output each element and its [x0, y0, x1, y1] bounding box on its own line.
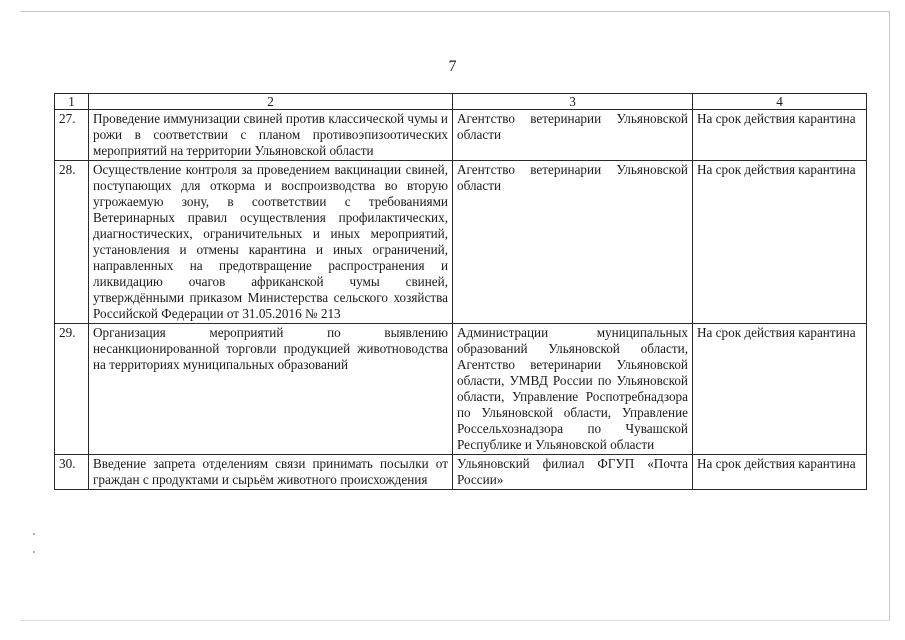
table-row	[55, 455, 867, 490]
row-term: На срок действия карантина	[693, 110, 867, 161]
column-header-number: 1	[55, 94, 89, 110]
row-number: 29.	[55, 324, 89, 455]
row-term: На срок действия карантина	[693, 324, 867, 455]
scan-edge-bottom	[20, 620, 890, 621]
row-measure: Организация мероприятий по выявлению несанкционированной торговли продукцией животноводства на территориях муниципальных образований	[89, 324, 453, 455]
scan-speck	[33, 551, 35, 553]
row-measure: Введение запрета отделениям связи принимать посылки от граждан с продуктами и сырьём животного происхождения	[89, 455, 453, 490]
row-measure: Проведение иммунизации свиней против классической чумы и рожи в соответствии с планом противоэпизоотических мероприятий на территории Ульяновской области	[89, 110, 453, 161]
table-header-row	[55, 94, 867, 110]
table-row	[55, 324, 867, 455]
row-executor: Агентство ветеринарии Ульяновской области	[453, 110, 693, 161]
table-row	[55, 161, 867, 324]
row-term: На срок действия карантина	[693, 161, 867, 324]
scan-edge-top	[20, 11, 890, 12]
page-number: 7	[448, 58, 457, 75]
row-number: 30.	[55, 455, 89, 490]
measures-table	[54, 93, 867, 490]
row-executor: Ульяновский филиал ФГУП «Почта России»	[453, 455, 693, 490]
row-number: 27.	[55, 110, 89, 161]
row-number: 28.	[55, 161, 89, 324]
row-measure: Осуществление контроля за проведением вакцинации свиней, поступающих для откорма и воспроизводства во вторую угрожаемую зону, в соответствии с требованиями Ветеринарных правил осуществления профилактических, диагностических, ограничительных и иных мероприятий, установления и отмены карантина и иных ограничений, направленных на предотвращение распространения и ликвидацию очагов африканской чумы свиней, утверждёнными приказом Министерства сельского хозяйства Российской Федерации от 31.05.2016 № 213	[89, 161, 453, 324]
row-executor: Администрации муниципальных образований Ульяновской области, Агентство ветеринарии Ульяновской области, УМВД России по Ульяновской области, Управление Роспотребнадзора по Ульяновской области, Управление Россельхознадзора по Чувашской Республике и Ульяновской области	[453, 324, 693, 455]
scan-edge-right	[889, 11, 890, 621]
column-header-measure: 2	[89, 94, 453, 110]
column-header-term: 4	[693, 94, 867, 110]
table-row	[55, 110, 867, 161]
scan-speck	[33, 533, 35, 535]
row-term: На срок действия карантина	[693, 455, 867, 490]
row-executor: Агентство ветеринарии Ульяновской области	[453, 161, 693, 324]
column-header-executor: 3	[453, 94, 693, 110]
